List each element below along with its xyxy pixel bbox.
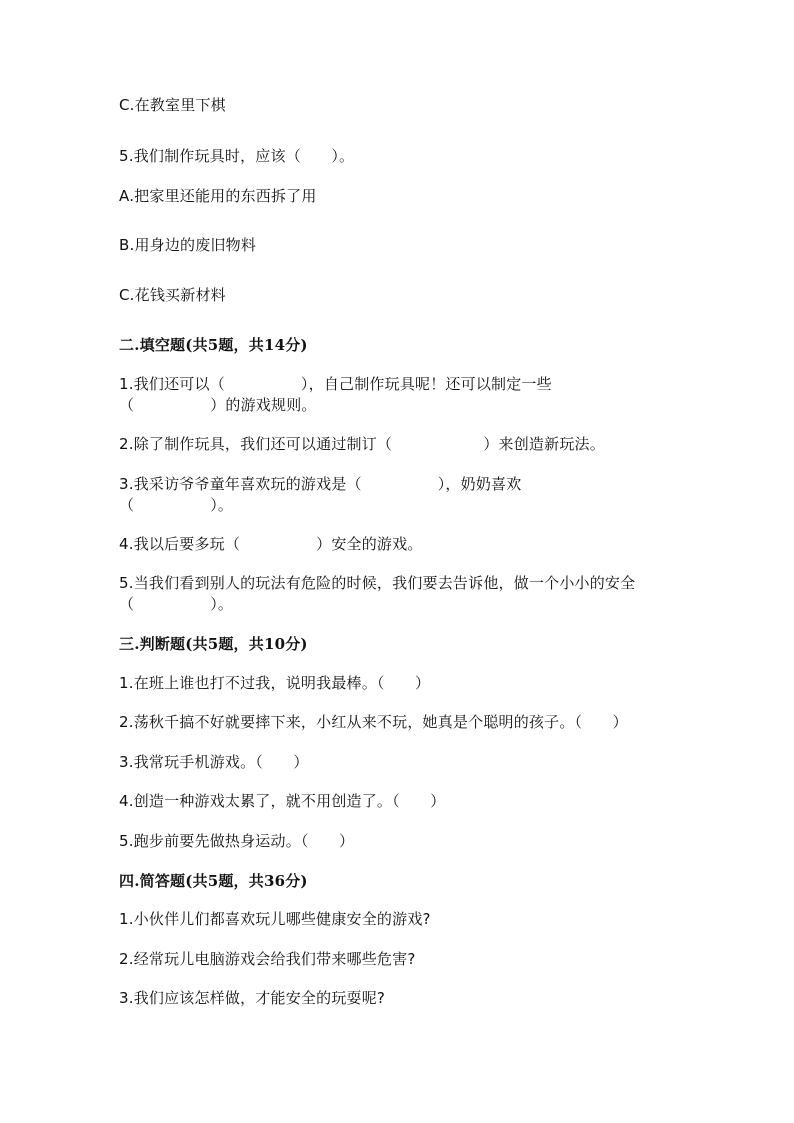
fill-question-1-line-1: 1.我们还可以（ ），自己制作玩具呢！还可以制定一些 <box>119 375 552 393</box>
judge-question-1: 1.在班上谁也打不过我，说明我最棒。（ ） <box>119 674 431 692</box>
question-5-option-c: C.花钱买新材料 <box>119 286 226 304</box>
fill-question-5-line-2: （ ）。 <box>119 595 234 613</box>
short-answer-question-1: 1.小伙伴儿们都喜欢玩儿哪些健康安全的游戏? <box>119 910 431 928</box>
fill-question-2: 2.除了制作玩具，我们还可以通过制订（ ）来创造新玩法。 <box>119 435 605 453</box>
fill-question-5-line-1: 5.当我们看到别人的玩法有危险的时候，我们要去告诉他，做一个小小的安全 <box>119 574 636 592</box>
section-2-heading: 二.填空题(共5题，共14分) <box>119 336 308 354</box>
fill-question-1-line-2: （ ）的游戏规则。 <box>119 396 317 414</box>
judge-question-2: 2.荡秋千搞不好就要摔下来，小红从来不玩，她真是个聪明的孩子。（ ） <box>119 713 628 731</box>
fill-question-3-line-2: （ ）。 <box>119 496 234 514</box>
judge-question-4: 4.创造一种游戏太累了，就不用创造了。（ ） <box>119 792 446 810</box>
question-5-option-a: A.把家里还能用的东西拆了用 <box>119 187 317 205</box>
judge-question-5: 5.跑步前要先做热身运动。（ ） <box>119 832 355 850</box>
short-answer-question-2: 2.经常玩儿电脑游戏会给我们带来哪些危害? <box>119 950 416 968</box>
section-4-heading: 四.简答题(共5题，共36分) <box>119 872 308 890</box>
question-5-option-b: B.用身边的废旧物料 <box>119 236 257 254</box>
question-5-stem: 5.我们制作玩具时，应该（ ）。 <box>119 147 355 165</box>
section-3-heading: 三.判断题(共5题，共10分) <box>119 635 308 653</box>
option-c-text: C.在教室里下棋 <box>119 96 226 114</box>
fill-question-3-line-1: 3.我采访爷爷童年喜欢玩的游戏是（ ），奶奶喜欢 <box>119 475 522 493</box>
fill-question-4: 4.我以后要多玩（ ）安全的游戏。 <box>119 535 423 553</box>
judge-question-3: 3.我常玩手机游戏。（ ） <box>119 753 309 771</box>
short-answer-question-3: 3.我们应该怎样做，才能安全的玩耍呢? <box>119 989 386 1007</box>
